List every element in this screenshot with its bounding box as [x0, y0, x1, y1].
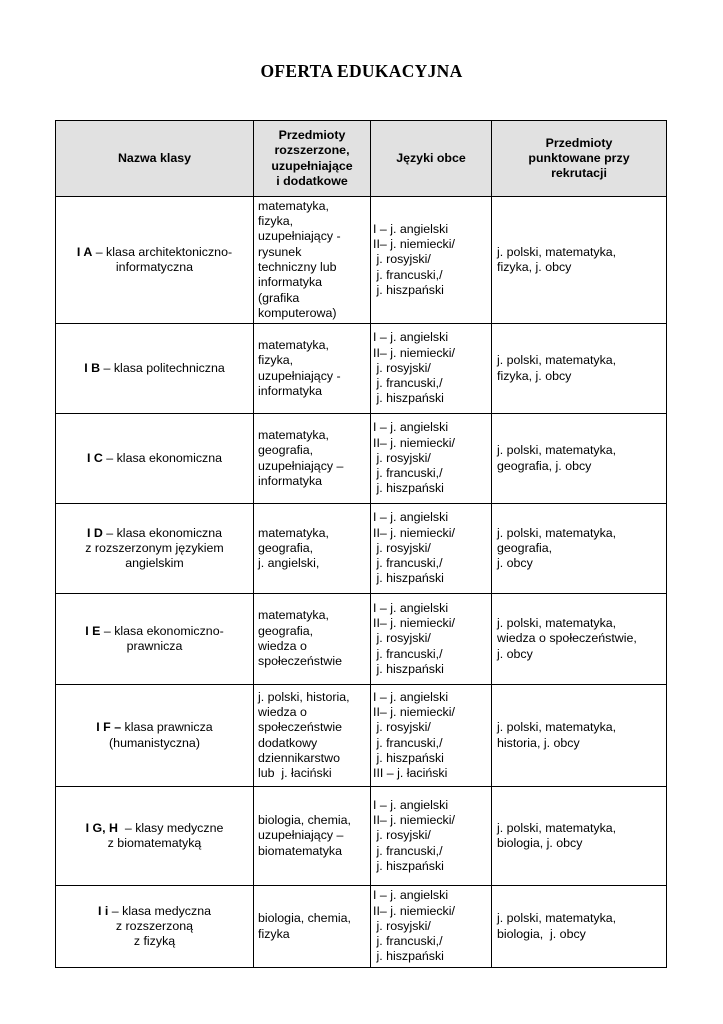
- languages-line: II– j. niemiecki/: [373, 345, 455, 360]
- languages-line: II– j. niemiecki/: [373, 525, 455, 540]
- languages-cell: [371, 787, 492, 886]
- scored-subjects-line: j. polski, matematyka,: [497, 353, 617, 368]
- class-name-cell: [56, 886, 254, 968]
- scored-subjects-cell: [492, 685, 667, 787]
- class-description: informatyczna: [115, 260, 194, 274]
- header-class-name: Nazwa klasy: [56, 121, 254, 197]
- subjects-line: biologia, chemia,: [258, 813, 351, 828]
- languages-line: I – j. angielski: [373, 510, 449, 525]
- languages-cell: [371, 414, 492, 504]
- scored-subjects-line: geografia, j. obcy: [497, 458, 592, 473]
- languages-cell: [371, 504, 492, 594]
- languages-line: j. hiszpański: [373, 282, 444, 297]
- education-offer-table: [55, 120, 667, 968]
- languages-line: II– j. niemiecki/: [373, 237, 455, 252]
- class-description: – klasy medyczne: [121, 820, 224, 835]
- languages-line: j. francuski,/: [373, 934, 443, 949]
- subjects-line: wiedza o: [258, 704, 307, 719]
- subjects-line: informatyka: [258, 383, 323, 398]
- scored-subjects-line: j. polski, matematyka,: [497, 820, 617, 835]
- class-description: – klasa architektoniczno-: [95, 244, 233, 259]
- subjects-line: informatyka: [258, 275, 323, 290]
- class-description: – klasa ekonomiczno-: [103, 623, 224, 638]
- class-description: – klasa ekonomiczna: [106, 450, 222, 465]
- subjects-line: dodatkowy: [258, 735, 318, 750]
- languages-line: j. hiszpański: [373, 750, 444, 765]
- subjects-line: uzupełniający -: [258, 368, 341, 383]
- header-row: [56, 121, 667, 197]
- subjects-line: komputerowa): [258, 305, 337, 320]
- class-description: z biomatematyką: [107, 836, 202, 850]
- subjects-cell: [254, 787, 371, 886]
- header-languages: Języki obce: [371, 121, 492, 197]
- subjects-line: rysunek: [258, 244, 302, 259]
- scored-subjects-line: fizyka, j. obcy: [497, 260, 572, 274]
- languages-line: j. francuski,/: [373, 267, 443, 282]
- subjects-line: matematyka,: [258, 608, 329, 623]
- languages-line: II– j. niemiecki/: [373, 704, 455, 719]
- subjects-line: matematyka,: [258, 525, 329, 540]
- class-code: I C: [86, 450, 103, 465]
- languages-line: j. francuski,/: [373, 646, 443, 661]
- languages-line: II– j. niemiecki/: [373, 616, 455, 631]
- languages-line: j. rosyjski/: [373, 450, 431, 465]
- subjects-line: matematyka,: [258, 337, 329, 352]
- subjects-line: dziennikarstwo: [258, 750, 340, 765]
- languages-cell: [371, 594, 492, 685]
- scored-subjects-line: biologia, j. obcy: [497, 836, 583, 850]
- subjects-line: biomatematyka: [258, 843, 343, 858]
- languages-line: j. rosyjski/: [373, 828, 431, 843]
- subjects-line: geografia,: [258, 540, 314, 555]
- languages-line: j. hiszpański: [373, 661, 444, 676]
- scored-subjects-line: j. polski, matematyka,: [497, 616, 617, 631]
- languages-line: j. hiszpański: [373, 481, 444, 496]
- class-description: – klasa ekonomiczna: [106, 525, 222, 540]
- class-description: klasa prawnicza: [124, 720, 213, 735]
- languages-line: j. rosyjski/: [373, 360, 431, 375]
- subjects-cell: [254, 685, 371, 787]
- languages-line: j. rosyjski/: [373, 918, 431, 933]
- languages-line: I – j. angielski: [373, 600, 449, 615]
- class-description: – klasa politechniczna: [103, 360, 225, 375]
- scored-subjects-cell: [492, 886, 667, 968]
- subjects-cell: [254, 324, 371, 414]
- scored-subjects-line: j. polski, matematyka,: [497, 720, 617, 735]
- class-name-cell: [56, 594, 254, 685]
- table-row: [56, 504, 667, 594]
- subjects-cell: [254, 504, 371, 594]
- scored-subjects-line: wiedza o społeczeństwie,: [497, 631, 637, 646]
- languages-line: j. rosyjski/: [373, 631, 431, 646]
- subjects-line: j. angielski,: [258, 556, 320, 571]
- scored-subjects-cell: [492, 414, 667, 504]
- subjects-cell: [254, 594, 371, 685]
- languages-line: I – j. angielski: [373, 330, 449, 345]
- subjects-line: społeczeństwie: [258, 654, 343, 669]
- subjects-line: geografia,: [258, 623, 314, 638]
- table-row: [56, 324, 667, 414]
- languages-line: I – j. angielski: [373, 221, 449, 236]
- class-description: angielskim: [125, 556, 184, 571]
- header-subjects: Przedmioty rozszerzone, uzupełniające i dodatkowe: [254, 121, 371, 197]
- subjects-line: j. polski, historia,: [258, 689, 350, 704]
- subjects-line: techniczny lub: [258, 260, 337, 274]
- subjects-line: matematyka,: [258, 198, 329, 213]
- subjects-line: fizyka,: [258, 353, 294, 368]
- header-scored-subjects: Przedmioty punktowane przy rekrutacji: [492, 121, 667, 197]
- languages-line: j. francuski,/: [373, 735, 443, 750]
- languages-line: j. francuski,/: [373, 376, 443, 391]
- subjects-cell: [254, 414, 371, 504]
- table-row: [56, 685, 667, 787]
- subjects-line: fizyka: [258, 926, 290, 941]
- scored-subjects-line: j. obcy: [497, 646, 533, 661]
- subjects-line: uzupełniający –: [258, 828, 344, 843]
- scored-subjects-cell: [492, 594, 667, 685]
- table-row: [56, 197, 667, 324]
- subjects-line: społeczeństwie: [258, 720, 343, 735]
- subjects-line: informatyka: [258, 473, 323, 488]
- table-row: [56, 594, 667, 685]
- class-description: (humanistyczna): [109, 735, 200, 750]
- languages-line: j. rosyjski/: [373, 540, 431, 555]
- languages-line: j. francuski,/: [373, 466, 443, 481]
- class-code: I G, H: [85, 820, 118, 835]
- scored-subjects-line: j. polski, matematyka,: [497, 443, 617, 458]
- class-code: I A: [76, 244, 93, 259]
- scored-subjects-cell: [492, 197, 667, 324]
- subjects-line: (grafika: [258, 290, 300, 305]
- subjects-line: geografia,: [258, 443, 314, 458]
- subjects-line: matematyka,: [258, 427, 329, 442]
- languages-line: III – j. łaciński: [373, 766, 448, 781]
- class-name-cell: [56, 504, 254, 594]
- scored-subjects-cell: [492, 787, 667, 886]
- class-description: z rozszerzoną: [115, 918, 194, 933]
- class-code: I D: [86, 525, 103, 540]
- languages-line: j. hiszpański: [373, 858, 444, 873]
- class-description: z fizyką: [133, 934, 176, 949]
- languages-line: I – j. angielski: [373, 797, 449, 812]
- class-description: z rozszerzonym językiem: [85, 540, 224, 555]
- scored-subjects-line: j. polski, matematyka,: [497, 244, 617, 259]
- scored-subjects-line: j. polski, matematyka,: [497, 525, 617, 540]
- page-title: OFERTA EDUKACYJNA: [260, 61, 463, 81]
- subjects-line: fizyka,: [258, 214, 294, 229]
- table-row: [56, 886, 667, 968]
- class-code: I E: [85, 623, 101, 638]
- languages-line: j. hiszpański: [373, 571, 444, 586]
- class-description: prawnicza: [126, 639, 183, 653]
- class-name-cell: [56, 685, 254, 787]
- class-code: I i: [98, 903, 109, 918]
- class-description: – klasa medyczna: [111, 903, 211, 918]
- subjects-line: biologia, chemia,: [258, 911, 351, 926]
- languages-line: j. francuski,/: [373, 843, 443, 858]
- class-name-cell: [56, 324, 254, 414]
- languages-line: II– j. niemiecki/: [373, 813, 455, 828]
- subjects-cell: [254, 886, 371, 968]
- languages-line: II– j. niemiecki/: [373, 435, 455, 450]
- scored-subjects-line: j. obcy: [497, 556, 533, 571]
- languages-cell: [371, 886, 492, 968]
- languages-line: I – j. angielski: [373, 689, 449, 704]
- subjects-cell: [254, 197, 371, 324]
- languages-line: j. hiszpański: [373, 949, 444, 964]
- languages-line: j. francuski,/: [373, 556, 443, 571]
- scored-subjects-line: j. polski, matematyka,: [497, 911, 617, 926]
- subjects-line: lub j. łaciński: [258, 766, 332, 781]
- scored-subjects-cell: [492, 324, 667, 414]
- languages-line: II– j. niemiecki/: [373, 903, 455, 918]
- table-row: [56, 414, 667, 504]
- table-row: [56, 787, 667, 886]
- subjects-line: uzupełniający -: [258, 229, 341, 244]
- class-name-cell: [56, 787, 254, 886]
- scored-subjects-cell: [492, 504, 667, 594]
- languages-cell: [371, 197, 492, 324]
- scored-subjects-line: fizyka, j. obcy: [497, 368, 572, 383]
- class-code: I F –: [96, 720, 122, 735]
- languages-line: j. hiszpański: [373, 391, 444, 406]
- languages-line: I – j. angielski: [373, 420, 449, 435]
- subjects-line: wiedza o: [258, 639, 307, 653]
- class-name-cell: [56, 414, 254, 504]
- languages-line: I – j. angielski: [373, 888, 449, 903]
- class-code: I B: [84, 360, 101, 375]
- class-name-cell: [56, 197, 254, 324]
- languages-cell: [371, 324, 492, 414]
- subjects-line: uzupełniający –: [258, 458, 344, 473]
- scored-subjects-line: geografia,: [497, 540, 553, 555]
- languages-line: j. rosyjski/: [373, 252, 431, 267]
- languages-cell: [371, 685, 492, 787]
- scored-subjects-line: historia, j. obcy: [497, 735, 580, 750]
- languages-line: j. rosyjski/: [373, 720, 431, 735]
- scored-subjects-line: biologia, j. obcy: [497, 926, 586, 941]
